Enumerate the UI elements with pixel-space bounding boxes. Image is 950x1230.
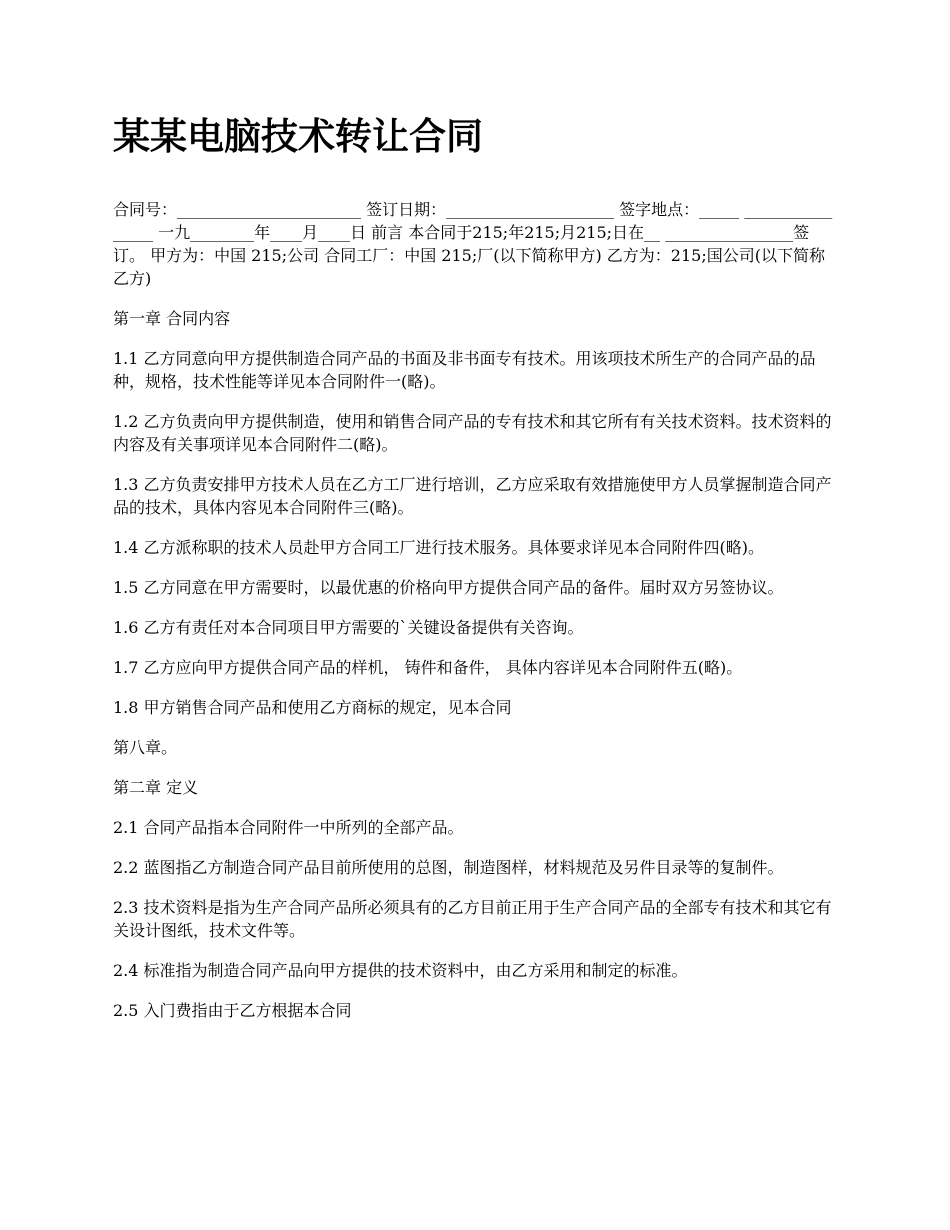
clause-paragraph: 1.7 乙方应向甲方提供合同产品的样机， 铸件和备件， 具体内容详见本合同附件五(略)。 bbox=[113, 658, 743, 677]
clause-paragraph: 1.1 乙方同意向甲方提供制造合同产品的书面及非书面专有技术。用该项技术所生产的合同产品的品种，规格，技术性能等详见本合同附件一(略)。 bbox=[113, 349, 816, 391]
clause-paragraph: 2.1 合同产品指本合同附件一中所列的全部产品。 bbox=[113, 818, 464, 837]
clause-paragraph: 1.2 乙方负责向甲方提供制造，使用和销售合同产品的专有技术和其它所有有关技术资料。技术资料的内容及有关事项详见本合同附件二(略)。 bbox=[113, 412, 832, 454]
clause-paragraph: 1.6 乙方有责任对本合同项目甲方需要的`关键设备提供有关咨询。 bbox=[113, 618, 584, 637]
document-page bbox=[113, 112, 838, 1039]
clause-paragraph: 2.4 标准指为制造合同产品向甲方提供的技术资料中，由乙方采用和制定的标准。 bbox=[113, 961, 688, 980]
chapter-heading: 第二章 定义 bbox=[113, 778, 199, 797]
clause-paragraph: 2.5 入门费指由于乙方根据本合同 bbox=[113, 1001, 352, 1020]
clause-paragraph: 1.4 乙方派称职的技术人员赴甲方合同工厂进行技术服务。具体要求详见本合同附件四(略)。 bbox=[113, 538, 765, 557]
clause-paragraph: 1.5 乙方同意在甲方需要时，以最优惠的价格向甲方提供合同产品的备件。届时双方另签协议。 bbox=[113, 578, 784, 597]
clause-paragraph: 1.3 乙方负责安排甲方技术人员在乙方工厂进行培训，乙方应采取有效措施使甲方人员掌握制造合同产品的技术，具体内容见本合同附件三(略)。 bbox=[113, 475, 832, 517]
contract-header-block: 合同号：_______________________ 签订日期：_____________________ 签字地点：_____ ________________ 一九________年____月____日 前言 本合同于215;年215;月215;日在__ ________________签订。 甲方为：中国 215;公司 合同工厂：中国 215;厂(以下简称甲方) 乙方为：215;国公司(以下简称乙方) bbox=[113, 200, 833, 288]
clause-paragraph: 2.3 技术资料是指为生产合同产品所必须具有的乙方目前正用于生产合同产品的全部专有技术和其它有关设计图纸，技术文件等。 bbox=[113, 898, 832, 940]
clause-paragraph: 1.8 甲方销售合同产品和使用乙方商标的规定，见本合同 bbox=[113, 698, 512, 717]
chapter-heading: 第一章 合同内容 bbox=[113, 309, 231, 328]
clause-paragraph: 2.2 蓝图指乙方制造合同产品目前所使用的总图，制造图样，材料规范及另件目录等的复制件。 bbox=[113, 858, 784, 877]
clause-paragraph: 第八章。 bbox=[113, 738, 178, 757]
document-title: 某某电脑技术转让合同 bbox=[113, 114, 483, 158]
